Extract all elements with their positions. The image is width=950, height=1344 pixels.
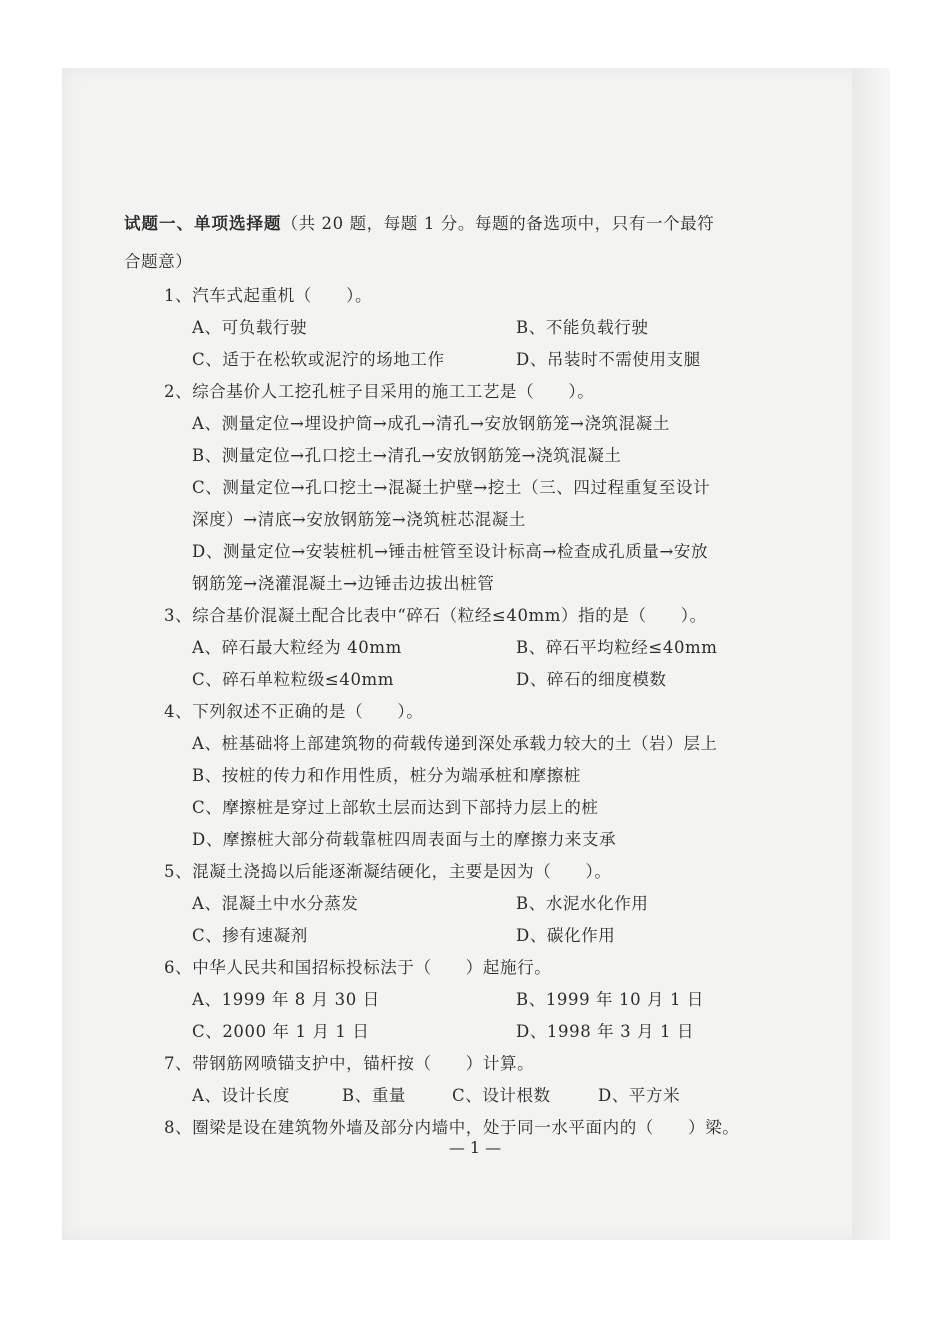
- page-number: — 1 —: [448, 1138, 502, 1157]
- option: D、吊装时不需使用支腿: [516, 350, 701, 369]
- question-stem: 7、带钢筋网喷锚支护中，锚杆按（ ）计算。: [164, 1054, 535, 1073]
- question-stem: 8、圈梁是设在建筑物外墙及部分内墙中，处于同一水平面内的（ ）梁。: [164, 1118, 740, 1137]
- question-stem: 3、综合基价混凝土配合比表中“碎石（粒经≤40mm）指的是（ ）。: [164, 606, 707, 625]
- option: B、1999 年 10 月 1 日: [516, 990, 705, 1009]
- section-title-bold: 试题一、单项选择题: [124, 214, 282, 233]
- option: B、测量定位→孔口挖土→清孔→安放钢筋笼→浇筑混凝土: [192, 446, 622, 465]
- option: B、碎石平均粒经≤40mm: [516, 638, 718, 657]
- option: A、测量定位→埋设护筒→成孔→清孔→安放钢筋笼→浇筑混凝土: [192, 414, 670, 433]
- option: A、设计长度: [192, 1086, 291, 1105]
- question-stem: 6、中华人民共和国招标投标法于（ ）起施行。: [164, 958, 552, 977]
- option: D、摩擦桩大部分荷载靠桩四周表面与土的摩擦力来支承: [192, 830, 617, 849]
- option: B、按桩的传力和作用性质，桩分为端承桩和摩擦桩: [192, 766, 581, 785]
- option: B、水泥水化作用: [516, 894, 649, 913]
- option: C、测量定位→孔口挖土→混凝土护壁→挖土（三、四过程重复至设计: [192, 478, 711, 497]
- option: C、2000 年 1 月 1 日: [192, 1022, 370, 1041]
- section-title-rest: （共 20 题，每题 1 分。每题的备选项中，只有一个最符: [281, 214, 715, 233]
- option-continued: 钢筋笼→浇灌混凝土→边锤击边拔出桩管: [192, 574, 495, 593]
- option: C、设计根数: [452, 1086, 551, 1105]
- option: A、可负载行驶: [192, 318, 308, 337]
- option-continued: 深度）→清底→安放钢筋笼→浇筑桩芯混凝土: [192, 510, 526, 529]
- option: A、碎石最大粒经为 40mm: [192, 638, 402, 657]
- option: C、摩擦桩是穿过上部软土层而达到下部持力层上的桩: [192, 798, 599, 817]
- option: D、碎石的细度模数: [516, 670, 667, 689]
- question-stem: 1、汽车式起重机（ ）。: [164, 286, 373, 305]
- section-title: [124, 210, 714, 234]
- option: A、桩基础将上部建筑物的荷载传递到深处承载力较大的土（岩）层上: [192, 734, 718, 753]
- option: A、1999 年 8 月 30 日: [192, 990, 380, 1009]
- option: C、掺有速凝剂: [192, 926, 308, 945]
- option: D、平方米: [598, 1086, 681, 1105]
- option: D、测量定位→安装桩机→锤击桩管至设计标高→检查成孔质量→安放: [192, 542, 709, 561]
- option: B、重量: [342, 1086, 407, 1105]
- option: A、混凝土中水分蒸发: [192, 894, 359, 913]
- page-edge: [852, 68, 890, 1240]
- section-title-cont: 合题意）: [124, 252, 193, 271]
- option: C、适于在松软或泥泞的场地工作: [192, 350, 445, 369]
- option: C、碎石单粒粒级≤40mm: [192, 670, 395, 689]
- option: B、不能负载行驶: [516, 318, 649, 337]
- option: D、1998 年 3 月 1 日: [516, 1022, 695, 1041]
- question-stem: 5、混凝土浇捣以后能逐渐凝结硬化，主要是因为（ ）。: [164, 862, 612, 881]
- question-stem: 2、综合基价人工挖孔桩子目采用的施工工艺是（ ）。: [164, 382, 595, 401]
- option: D、碳化作用: [516, 926, 616, 945]
- question-stem: 4、下列叙述不正确的是（ ）。: [164, 702, 424, 721]
